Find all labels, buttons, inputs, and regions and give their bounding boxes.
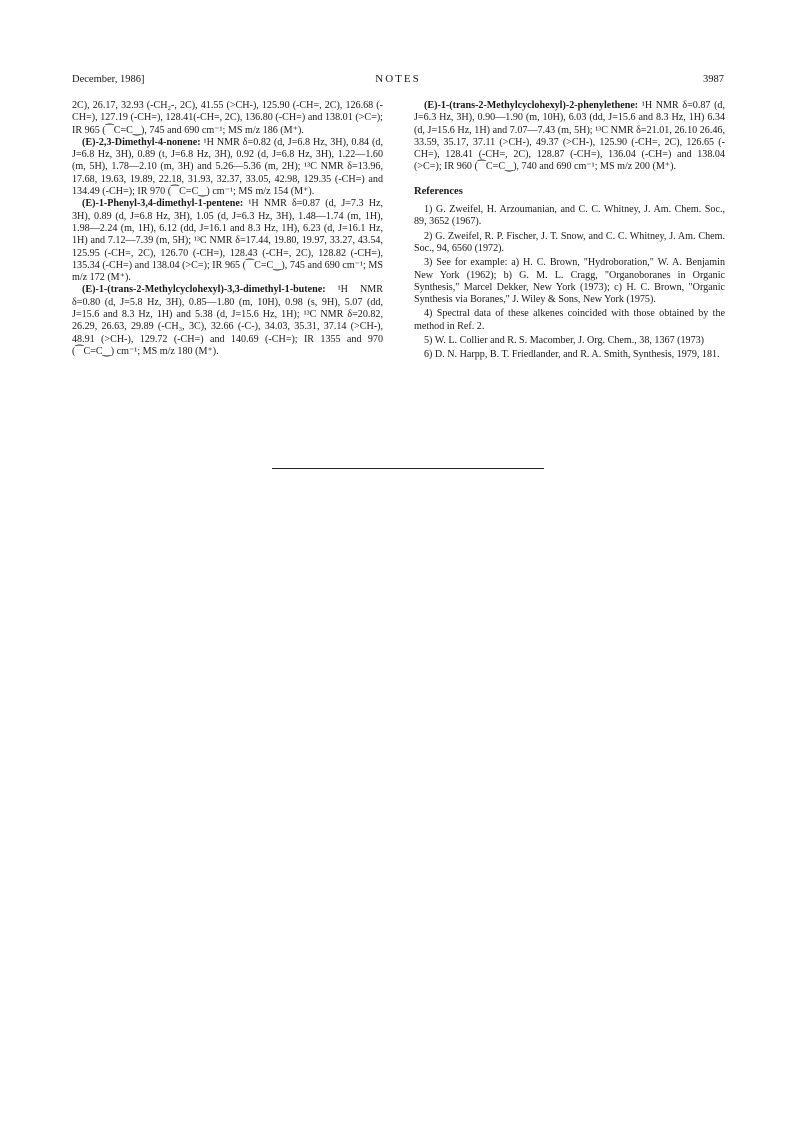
header-section: NOTES <box>375 73 421 85</box>
compound-entry <box>72 137 383 198</box>
compound-data: ¹H NMR δ=0.87 (d, J=6.3 Hz, 3H), 0.90—1.90 (m, 10H), 6.03 (dd, J=15.6 and 8.3 Hz, 1H) 6.34 (d, J=15.6 Hz, 1H) and 7.07—7.43 (m, 5H); ¹³C NMR δ=21.01, 26.10 26.46, 33.59, 35.17, 37.11 (>CH-), 49.37 (>CH-), 125.90 (-CH=, 2C), 126.65 (-CH=), 128.41 (-CH=, 2C), 128.87 (-CH=), 136.04 (-CH=) and 138.04 (>C=); IR 960 (⁀C=C‿), 740 and 690 cm⁻¹; MS m/z 200 (M⁺). <box>414 100 725 173</box>
left-column <box>72 100 383 358</box>
continuation-paragraph: 2C), 26.17, 32.93 (-CH₂-, 2C), 41.55 (>CH-), 125.90 (-CH=, 2C), 126.68 (-CH=), 127.19 (-CH=), 128.41(-CH=, 2C), 136.80 (-CH=) and 138.01 (>C=); IR 965 (⁀C=C‿), 745 and 690 cm⁻¹; MS m/z 186 (M⁺). <box>72 100 383 136</box>
reference-item: 2) G. Zweifel, R. P. Fischer, J. T. Snow, and C. C. Whitney, J. Am. Chem. Soc., 94, 6560 (1972). <box>414 230 725 254</box>
reference-item: 5) W. L. Collier and R. S. Macomber, J. Org. Chem., 38, 1367 (1973) <box>424 335 705 347</box>
reference-item: 6) D. N. Harpp, B. T. Friedlander, and R. A. Smith, Synthesis, 1979, 181. <box>424 349 720 361</box>
right-column <box>414 100 725 364</box>
reference-item: 1) G. Zweifel, H. Arzoumanian, and C. C. Whitney, J. Am. Chem. Soc., 89, 3652 (1967). <box>414 204 725 228</box>
end-rule <box>272 468 544 469</box>
compound-name: (E)-2,3-Dimethyl-4-nonene: <box>82 136 201 148</box>
compound-data: ¹H NMR δ=0.82 (d, J=6.8 Hz, 3H), 0.84 (d, J=6.8 Hz, 3H), 0.89 (t, J=6.8 Hz, 3H), 0.92 (d, J=6.8 Hz, 3H), 1.22—1.60 (m, 5H), 1.78—2.10 (m, 3H) and 5.26—5.36 (m, 2H); ¹³C NMR δ=13.96, 17.68, 19.63, 19.89, 22.18, 31.93, 32.37, 33.05, 42.98, 129.35 (-CH=) and 134.49 (-CH=); IR 970 (⁀C=C‿) cm⁻¹; MS m/z 154 (M⁺). <box>72 136 383 198</box>
references-heading: References <box>414 185 463 197</box>
compound-entry <box>72 198 383 284</box>
header-date: December, 1986] <box>72 74 145 85</box>
compound-data: ¹H NMR δ=0.87 (d, J=7.3 Hz, 3H), 0.89 (d, J=6.8 Hz, 3H), 1.05 (d, J=6.3 Hz, 3H), 1.48—1.74 (m, 1H), 1.98—2.24 (m, 1H), 6.12 (dd, J=16.1 and 8.3 Hz, 1H), 6.23 (d, J=16.1 Hz, 1H) and 7.12—7.39 (m, 5H); ¹³C NMR δ=17.44, 19.80, 19.97, 33.27, 43.54, 125.95 (-CH=, 2C), 126.70 (-CH=), 128.43 (-CH=, 2C), 128.82 (-CH=), 135.34 (-CH=) and 138.04 (>C=); IR 965 (⁀C=C‿), 745 and 690 cm⁻¹; MS m/z 172 (M⁺). <box>72 198 383 284</box>
compound-entry <box>72 284 383 358</box>
compound-name: (E)-1-(trans-2-Methylcyclohexyl)-2-phenylethene: <box>424 100 639 111</box>
header-page-number: 3987 <box>703 74 724 85</box>
compound-name: (E)-1-(trans-2-Methylcyclohexyl)-3,3-dimethyl-1-butene: <box>82 284 326 296</box>
reference-item: 4) Spectral data of these alkenes coincided with those obtained by the method in Ref. 2. <box>414 308 725 332</box>
reference-item: 3) See for example: a) H. C. Brown, "Hydroboration," W. A. Benjamin New York (1962); b) G. M. L. Cragg, "Organoboranes in Organic Synthesis," Marcel Dekker, New York (1973); c) H. C. Brown, "Organic Synthesis via Boranes," J. Wiley & Sons, New York (1975). <box>414 257 725 306</box>
compound-data: ¹H NMR δ=0.80 (d, J=5.8 Hz, 3H), 0.85—1.80 (m, 10H), 0.98 (s, 9H), 5.07 (dd, J=15.6 and 8.3 Hz, 1H) and 5.38 (d, J=15.6 Hz, 1H); ¹³C NMR δ=20.82, 26.29, 26.63, 29.89 (-CH₃, 3C), 32.66 (-C-), 34.03, 35.31, 37.14 (>CH-), 48.91 (>CH-), 129.72 (-CH=) and 140.69 (-CH=); IR 1355 and 970 (⁀C=C‿) cm⁻¹; MS m/z 180 (M⁺). <box>72 284 383 357</box>
page-header <box>72 74 724 88</box>
compound-entry <box>414 100 725 174</box>
compound-name: (E)-1-Phenyl-3,4-dimethyl-1-pentene: <box>82 198 244 210</box>
